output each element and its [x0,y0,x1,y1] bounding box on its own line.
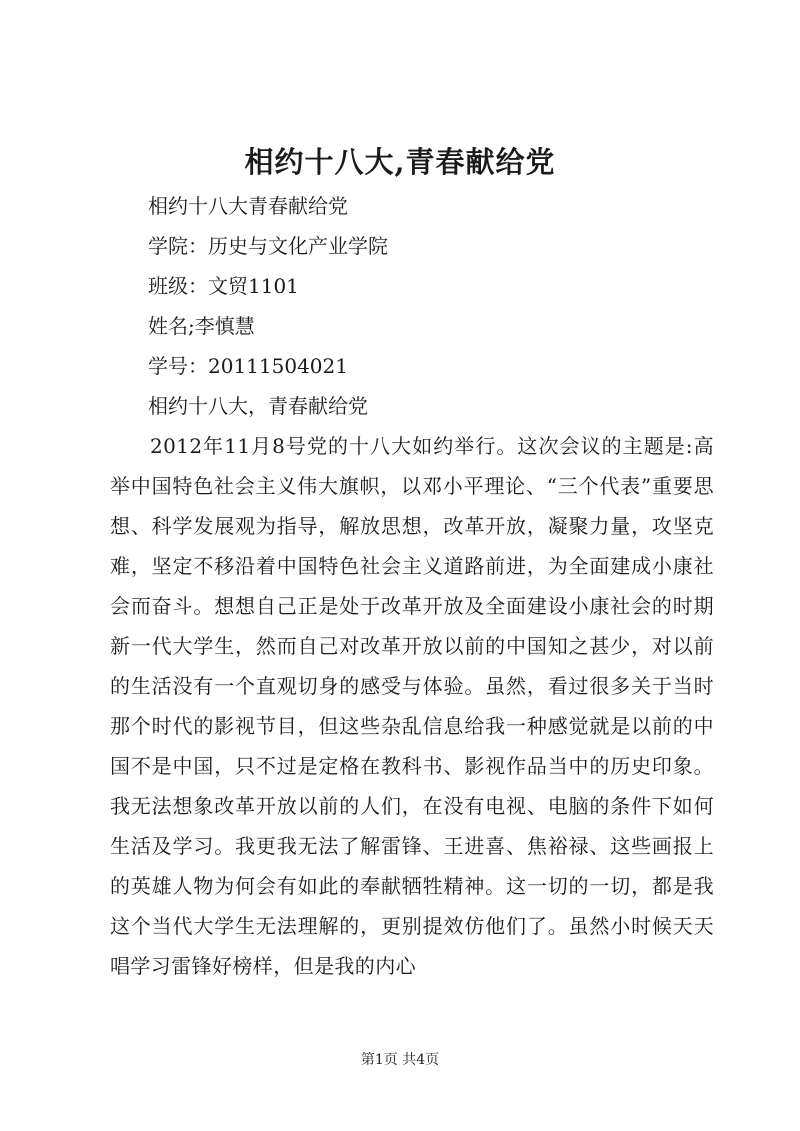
essay-heading-line: 相约十八大，青春献给党 [148,394,368,418]
student-id-line: 学号：20111504021 [148,354,348,378]
document-meta-block [148,186,708,426]
subtitle-line: 相约十八大青春献给党 [148,194,348,218]
body-paragraph: 2012年11月8号党的十八大如约举行。这次会议的主题是:高举中国特色社会主义伟大旗帜，以邓小平理论、“三个代表”重要思想、科学发展观为指导，解放思想，改革开放，凝聚力量，攻坚克难，坚定不移沿着中国特色社会主义道路前进，为全面建成小康社会而奋斗。想想自己正是处于改革开放及全面建设小康社会的时期新一代大学生，然而自己对改革开放以前的中国知之甚少，对以前的生活没有一个直观切身的感受与体验。虽然，看过很多关于当时那个时代的影视节目，但这些杂乱信息给我一种感觉就是以前的中国不是中国，只不过是定格在教科书、影视作品当中的历史印象。我无法想象改革开放以前的人们，在没有电视、电脑的条件下如何生活及学习。我更我无法了解雷锋、王进喜、焦裕禄、这些画报上的英雄人物为何会有如此的奉献牺牲精神。这一切的一切，都是我这个当代大学生无法理解的，更别提效仿他们了。虽然小时候天天唱学习雷锋好榜样，但是我的内心 [110,434,714,978]
class-line: 班级：文贸1101 [148,274,299,298]
document-title: 相约十八大,青春献给党 [244,145,556,179]
page-footer: 第1页 共4页 [360,1052,440,1068]
college-line: 学院：历史与文化产业学院 [148,234,388,258]
name-line: 姓名;李慎慧 [148,314,255,338]
